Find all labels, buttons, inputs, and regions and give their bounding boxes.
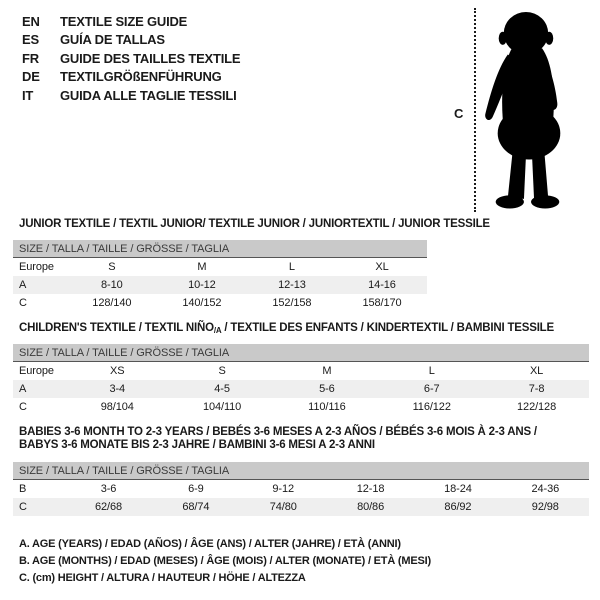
size-value-cell: 110/116 [308, 401, 346, 413]
babies-section-title [19, 426, 537, 452]
size-header-cell: SIZE / TALLA / TAILLE / GRÖSSE / TAGLIA [13, 462, 589, 480]
size-value-cell: 128/140 [92, 297, 132, 309]
size-value-cell: 3-4 [65, 380, 170, 398]
size-value-cell: S [218, 365, 226, 377]
table-row [13, 258, 427, 277]
table-row [13, 294, 427, 312]
size-value-cell: 6-9 [188, 483, 204, 495]
table-row [13, 276, 427, 294]
language-code: DE [22, 69, 40, 85]
junior-size-table [13, 240, 427, 312]
size-header-row [13, 344, 589, 362]
size-header-row [13, 462, 589, 480]
size-value-cell: 86/92 [414, 498, 501, 516]
size-value-cell: XL [529, 365, 544, 377]
size-value-cell: 116/122 [412, 401, 451, 413]
junior-section-title [19, 218, 490, 230]
size-value-cell: L [288, 261, 295, 273]
size-value-cell: 10-12 [157, 276, 247, 294]
babies-size-table [13, 462, 589, 516]
size-header-row [13, 240, 427, 258]
size-value-cell: XL [375, 261, 389, 273]
language-code: IT [22, 87, 34, 103]
size-value-cell: 3-6 [100, 483, 117, 495]
language-row [22, 68, 240, 87]
language-title: GUÍA DE TALLAS [60, 32, 165, 48]
size-value-cell: 6-7 [379, 380, 484, 398]
children-size-table [13, 344, 589, 416]
baby-silhouette-icon [483, 10, 575, 212]
size-value-cell: S [108, 261, 116, 273]
table-row [13, 398, 589, 416]
language-row [22, 49, 240, 68]
size-value-cell: 158/170 [362, 297, 402, 309]
height-measure-label: C [454, 106, 464, 121]
size-value-cell: 74/80 [240, 498, 327, 516]
babies-section-title-line2: BABYS 3-6 MONATE BIS 2-3 JAHRE / BAMBINI 3-6 MESI A 2-3 ANNI [19, 439, 375, 451]
size-value-cell: 5-6 [274, 380, 379, 398]
language-list [22, 12, 240, 105]
junior-section-title-text: JUNIOR TEXTILE / TEXTIL JUNIOR/ TEXTILE JUNIOR / JUNIORTEXTIL / JUNIOR TESSILE [19, 218, 490, 230]
size-value-cell: 122/128 [517, 401, 557, 413]
size-value-cell: 92/98 [502, 498, 589, 516]
children-section-title [19, 322, 554, 335]
baby-height-figure [450, 8, 590, 216]
table-row [13, 480, 589, 499]
babies-section-title-line1: BABIES 3-6 MONTH TO 2-3 YEARS / BEBÉS 3-6 MESES A 2-3 AÑOS / BÉBÉS 3-6 MOIS À 2-3 ANS / [19, 426, 537, 438]
size-value-cell: 140/152 [182, 297, 222, 309]
language-title: TEXTILE SIZE GUIDE [60, 13, 188, 29]
size-value-cell: 152/158 [272, 297, 312, 309]
size-value-cell: 8-10 [67, 276, 157, 294]
language-row [22, 86, 240, 105]
size-value-cell: L [428, 365, 435, 377]
row-label-cell: Europe [19, 365, 54, 377]
language-title: GUIDE DES TAILLES TEXTILE [60, 50, 241, 66]
footnote-b: B. AGE (MONTHS) / EDAD (MESES) / ÂGE (MOIS) / ALTER (MONATE) / ETÀ (MESI) [19, 555, 431, 567]
size-value-cell: 12-18 [356, 483, 385, 495]
size-value-cell: XS [110, 365, 125, 377]
table-row [13, 498, 589, 516]
size-value-cell: M [197, 261, 207, 273]
language-code: FR [22, 50, 39, 66]
children-section-title-text: CHILDREN'S TEXTILE / TEXTIL NIÑO [19, 322, 214, 334]
row-label-cell: B [19, 483, 27, 495]
size-value-cell: 104/110 [202, 401, 242, 413]
row-label-cell: C [19, 401, 27, 413]
row-label-cell: Europe [19, 261, 54, 273]
row-label-cell: C [13, 498, 65, 516]
size-value-cell: 62/68 [65, 498, 152, 516]
children-section-title-text: / TEXTILE DES ENFANTS / KINDERTEXTIL / BAMBINI TESSILE [221, 322, 554, 334]
language-row [22, 31, 240, 50]
table-row [13, 380, 589, 398]
height-measure-dotted-line [474, 8, 476, 212]
size-header-cell: SIZE / TALLA / TAILLE / GRÖSSE / TAGLIA [13, 240, 427, 258]
row-label-cell: A [13, 380, 65, 398]
footnote-a: A. AGE (YEARS) / EDAD (AÑOS) / ÂGE (ANS) / ALTER (JAHRE) / ETÀ (ANNI) [19, 538, 401, 550]
size-value-cell: 98/104 [100, 401, 134, 413]
size-value-cell: 24-36 [531, 483, 560, 495]
size-value-cell: 18-24 [444, 483, 472, 495]
footnote-c: C. (cm) HEIGHT / ALTURA / HAUTEUR / HÖHE / ALTEZZA [19, 572, 306, 584]
row-label-cell: A [13, 276, 67, 294]
size-value-cell: M [322, 365, 332, 377]
language-title: TEXTILGRÖßENFÜHRUNG [60, 69, 222, 85]
table-row [13, 362, 589, 381]
size-header-cell: SIZE / TALLA / TAILLE / GRÖSSE / TAGLIA [13, 344, 589, 362]
size-value-cell: 4-5 [170, 380, 275, 398]
footnotes [19, 536, 431, 587]
language-code: EN [22, 13, 40, 29]
size-value-cell: 80/86 [327, 498, 414, 516]
size-value-cell: 9-12 [272, 483, 295, 495]
size-value-cell: 12-13 [247, 276, 337, 294]
row-label-cell: C [19, 297, 27, 309]
size-value-cell: 14-16 [337, 276, 427, 294]
size-value-cell: 68/74 [152, 498, 239, 516]
children-title-subscript: /A [213, 326, 222, 335]
language-code: ES [22, 32, 39, 48]
language-row [22, 12, 240, 31]
size-value-cell: 7-8 [484, 380, 589, 398]
language-title: GUIDA ALLE TAGLIE TESSILI [60, 87, 237, 103]
